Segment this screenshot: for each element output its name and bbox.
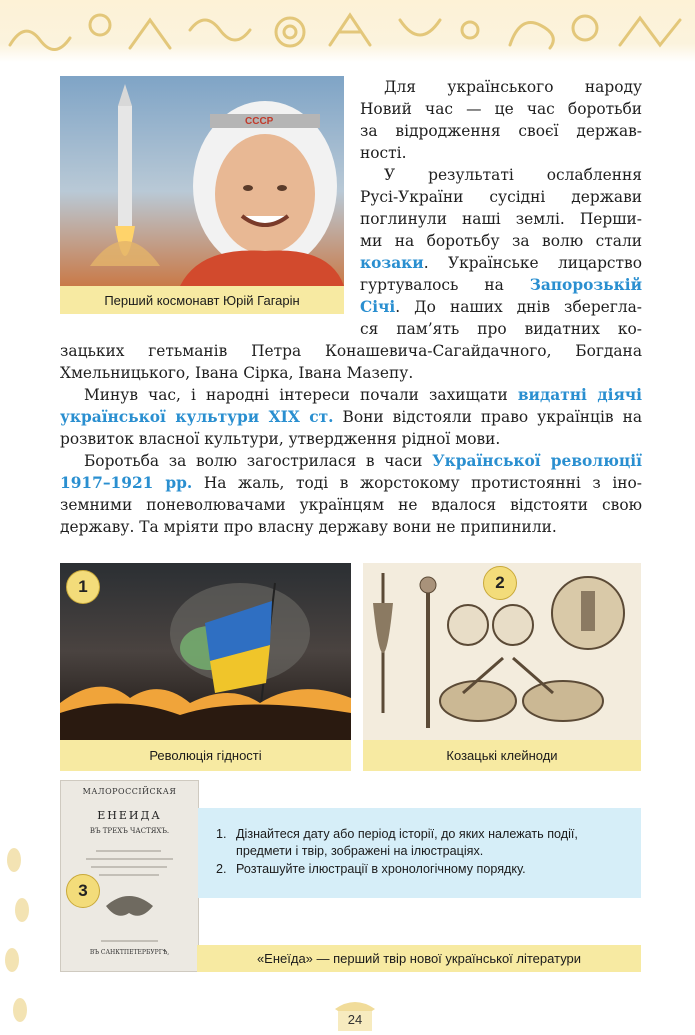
task-item xyxy=(216,861,626,878)
text-line: ності. xyxy=(360,144,407,162)
text-fragment: Минув час, і народні інтереси почали захищати xyxy=(84,386,508,404)
text-line: зацьких гетьманів Петра Конашевича-Сагайдачного, Богдана xyxy=(60,342,642,360)
task-text: Дізнайтеся дату або період історії, до яких належать події, предмети і твір, зображені на ілюстраціях. xyxy=(236,827,578,858)
figure-badge: 1 xyxy=(66,570,100,604)
task-text: Розташуйте ілюстрації в хронологічному порядку. xyxy=(236,862,526,876)
svg-text:СССР: СССР xyxy=(245,116,274,127)
text-line: Русі-України сусідні держави xyxy=(360,188,642,206)
term-revoliutsiia: Української революції xyxy=(432,452,642,470)
text-line: Хмельницького, Івана Сірка, Івана Мазепу. xyxy=(60,364,414,382)
text-line xyxy=(360,296,642,318)
text-line xyxy=(60,406,642,428)
task-box xyxy=(198,808,641,898)
text-fragment: . До наших днів збереглa- xyxy=(395,298,642,316)
task-number: 2. xyxy=(216,862,227,876)
text-line: ми на боротьбу за волю стали xyxy=(360,232,642,250)
text-line: У результаті ослаблення xyxy=(384,166,642,184)
top-ornament-band xyxy=(0,0,695,62)
gagarin-caption: Перший космонавт Юрій Гагарін xyxy=(60,286,344,314)
book-text: ВЪ САНКТПЕТЕРБУРГѢ, xyxy=(89,949,170,956)
text-fragment: . Українське лицарство xyxy=(423,254,642,272)
page-number: 24 xyxy=(347,1012,363,1027)
book-text: МАЛОРОССІЙСКАЯ xyxy=(82,787,177,796)
text-line: земними поневолювачами українцям не вдалося відстояти свою xyxy=(60,496,642,514)
paragraph-2 xyxy=(60,340,642,538)
text-line: Новий час — це час боротьби xyxy=(360,100,642,118)
task-number: 1. xyxy=(216,827,227,841)
text-line xyxy=(60,450,642,472)
text-line: Для українського народу xyxy=(384,78,642,96)
term-kozaky: козаки xyxy=(360,254,424,272)
text-line: поглинули наші землі. Перши- xyxy=(360,210,642,228)
footprints-ornament xyxy=(0,840,36,1030)
text-line: ся пам’ять про видатних ко- xyxy=(360,320,642,338)
book-text: ВЪ ТРЕХЪ ЧАСТЯХЪ. xyxy=(89,827,170,835)
term-zaporizka: Запорозькій xyxy=(529,276,642,294)
term-diiachi: видатні діячі xyxy=(517,386,642,404)
text-line: державу. Та мріяти про власну державу вони не припинили. xyxy=(60,518,557,536)
text-line: розвиток власної культури, утвердження рідної мови. xyxy=(60,430,501,448)
eneida-caption: «Енеїда» — перший твір нової української літератури xyxy=(197,945,641,972)
text-fragment: Боротьба за волю загострилася в часи xyxy=(84,452,423,470)
text-fragment: Вони відстояли право українців на xyxy=(333,408,643,426)
text-fragment: На жаль, тоді в жорстокому протистоянні з іно- xyxy=(192,474,642,492)
gagarin-photo xyxy=(60,76,344,286)
book-title: ЕНЕИДА xyxy=(97,809,162,822)
text-fragment: гуртувалось на xyxy=(360,276,504,294)
figure-badge: 3 xyxy=(66,874,100,908)
text-line xyxy=(360,252,642,274)
text-line xyxy=(360,274,642,296)
term-years: 1917–1921 рр. xyxy=(60,474,193,492)
term-kultura: української культури XIX ст. xyxy=(60,408,334,426)
term-sich: Січі xyxy=(360,298,396,316)
task-item xyxy=(216,826,626,860)
text-line xyxy=(60,472,642,494)
revolution-photo xyxy=(60,563,351,740)
text-line xyxy=(60,384,642,406)
text-line: за відродження своєї держав- xyxy=(360,122,642,140)
revolution-caption: Революція гідності xyxy=(60,740,351,771)
klejnody-caption: Козацькі клейноди xyxy=(363,740,641,771)
task-list xyxy=(216,826,626,879)
figure-badge: 2 xyxy=(483,566,517,600)
paragraph-1 xyxy=(360,76,642,340)
